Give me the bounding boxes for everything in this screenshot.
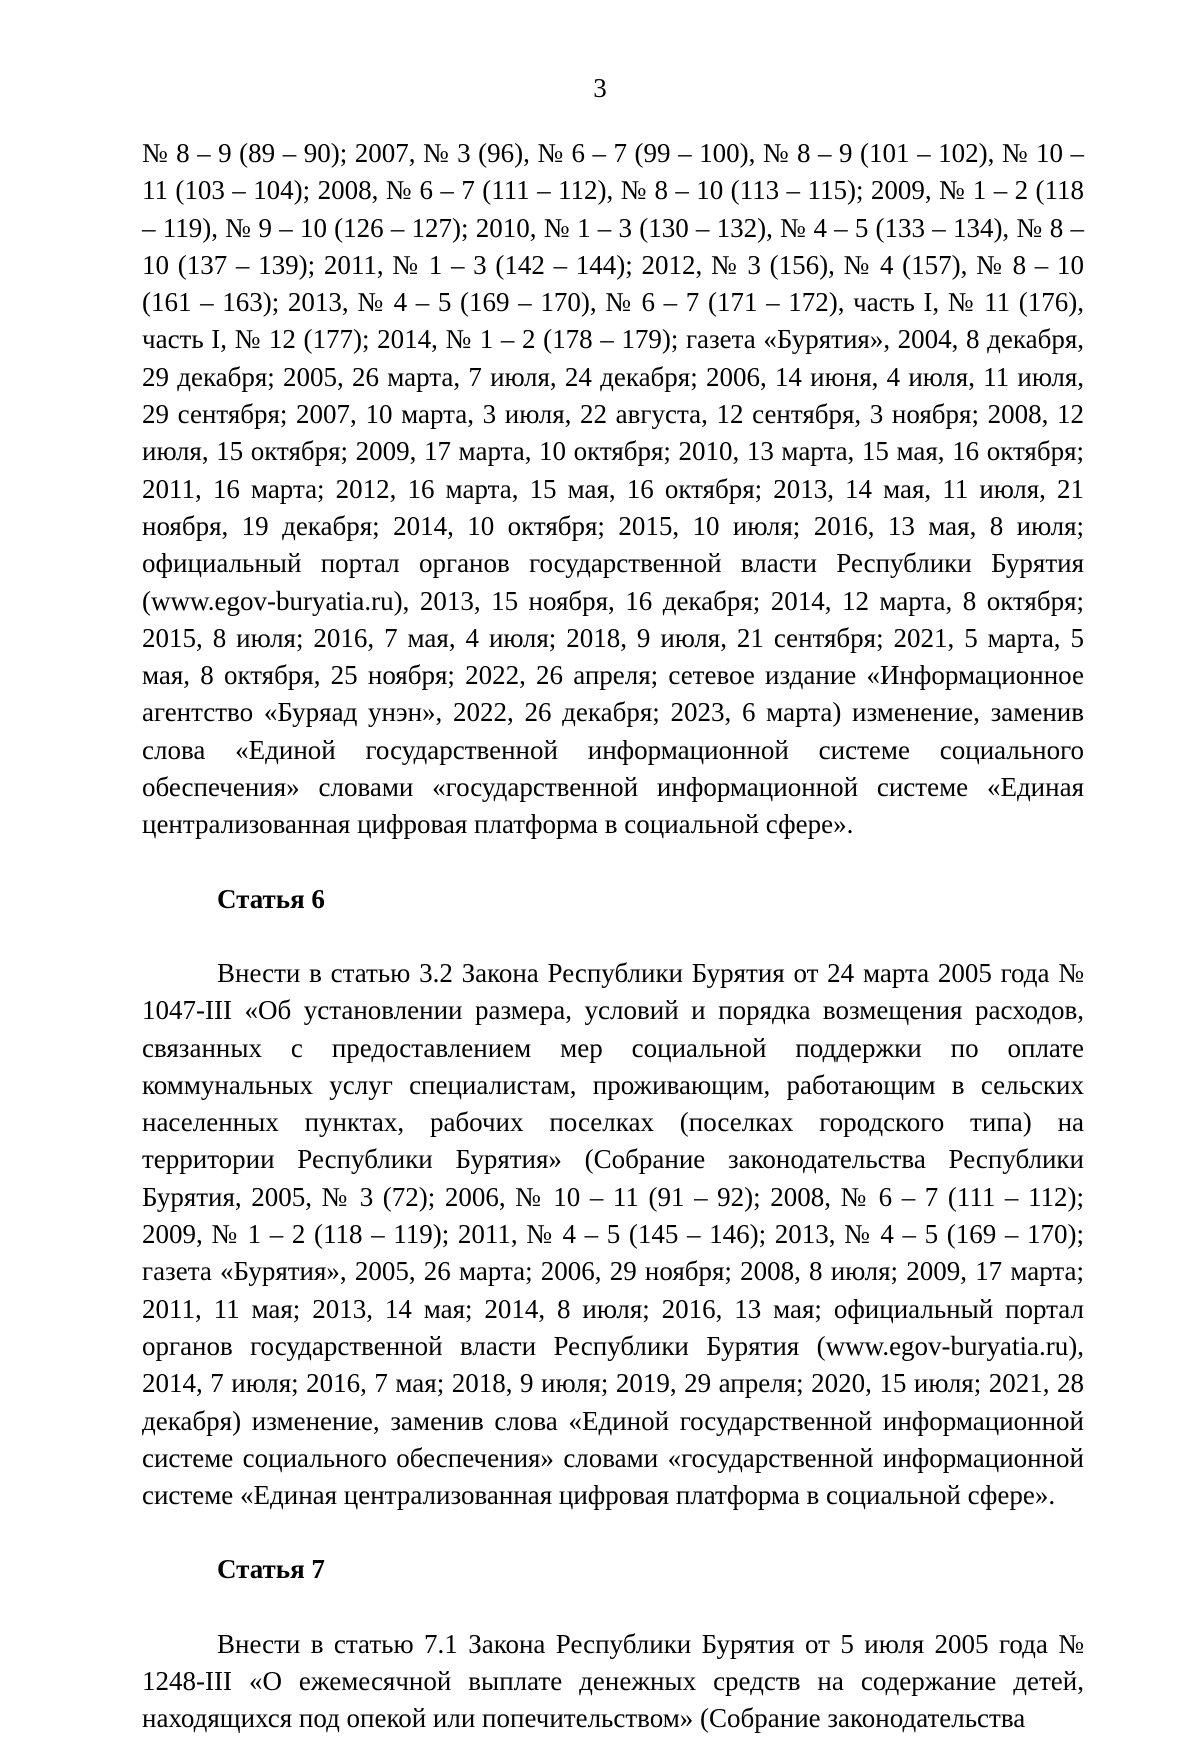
page-number: 3 — [593, 73, 607, 103]
article-7-text: Внести в статью 7.1 Закона Республики Бурятия от 5 июля 2005 года № 1248-III «О ежемесячной выплате денежных средств на содержание детей, находящихся под опекой или попечительством» (Собрание законодательства — [142, 1628, 1084, 1734]
article-6-text: Внести в статью 3.2 Закона Республики Бурятия от 24 марта 2005 года № 1047-III «Об установлении размера, условий и порядка возмещения расходов, связанных с предоставлением мер социальной поддержки по оплате коммунальных услуг специалистам, проживающим, работающим в сельских населенных пунктах, рабочих поселках (поселках городского типа) на территории Республики Бурятия» (Собрание законодательства Республики Бурятия, 2005, № 3 (72); 2006, № 10 – 11 (91 – 92); 2008, № 6 – 7 (111 – 112); 2009, № 1 – 2 (118 – 119); 2011, № 4 – 5 (145 – 146); 2013, № 4 – 5 (169 – 170); газета «Бурятия», 2005, 26 марта; 2006, 29 ноября; 2008, 8 июля; 2009, 17 марта; 2011, 11 мая; 2013, 14 мая; 2014, 8 июля; 2016, 13 мая; официальный портал органов государственной власти Республики Бурятия (www.egov-buryatia.ru), 2014, 7 июля; 2016, 7 мая; 2018, 9 июля; 2019, 29 апреля; 2020, 15 июля; 2021, 28 декабря) изменение, заменив слова «Единой государственной информационной системе социального обеспечения» словами «государственной информационной системе «Единая централизованная цифровая платформа в социальной сфере». — [142, 957, 1084, 1511]
article-6-heading: Статья 6 — [217, 883, 325, 914]
article-7-heading: Статья 7 — [217, 1554, 325, 1585]
continuation-paragraph: № 8 – 9 (89 – 90); 2007, № 3 (96), № 6 – 7 (99 – 100), № 8 – 9 (101 – 102), № 10 – 11 (103 – 104); 2008, № 6 – 7 (111 – 112), № 8 – 10 (113 – 115); 2009, № 1 – 2 (118 – 119), № 9 – 10 (126 – 127); 2010, № 1 – 3 (130 – 132), № 4 – 5 (133 – 134), № 8 – 10 (137 – 139); 2011, № 1 – 3 (142 – 144); 2012, № 3 (156), № 4 (157), № 8 – 10 (161 – 163); 2013, № 4 – 5 (169 – 170), № 6 – 7 (171 – 172), часть I, № 11 (176), часть I, № 12 (177); 2014, № 1 – 2 (178 – 179); газета «Бурятия», 2004, 8 декабря, 29 декабря; 2005, 26 марта, 7 июля, 24 декабря; 2006, 14 июня, 4 июля, 11 июля, 29 сентября; 2007, 10 марта, 3 июля, 22 августа, 12 сентября, 3 ноября; 2008, 12 июля, 15 октября; 2009, 17 марта, 10 октября; 2010, 13 марта, 15 мая, 16 октября; 2011, 16 марта; 2012, 16 марта, 15 мая, 16 октября; 2013, 14 мая, 11 июля, 21 ноября, 19 декабря; 2014, 10 октября; 2015, 10 июля; 2016, 13 мая, 8 июля; официальный портал органов государственной власти Республики Бурятия (www.egov-buryatia.ru), 2013, 15 ноября, 16 декабря; 2014, 12 марта, 8 октября; 2015, 8 июля; 2016, 7 мая, 4 июля; 2018, 9 июля, 21 сентября; 2021, 5 марта, 5 мая, 8 октября, 25 ноября; 2022, 26 апреля; сетевое издание «Информационное агентство «Буряад унэн», 2022, 26 декабря; 2023, 6 марта) изменение, заменив слова «Единой государственной информационной системе социального обеспечения» словами «государственной информационной системе «Единая централизованная цифровая платформа в социальной сфере». — [142, 138, 1084, 840]
document-body — [142, 135, 1084, 1738]
